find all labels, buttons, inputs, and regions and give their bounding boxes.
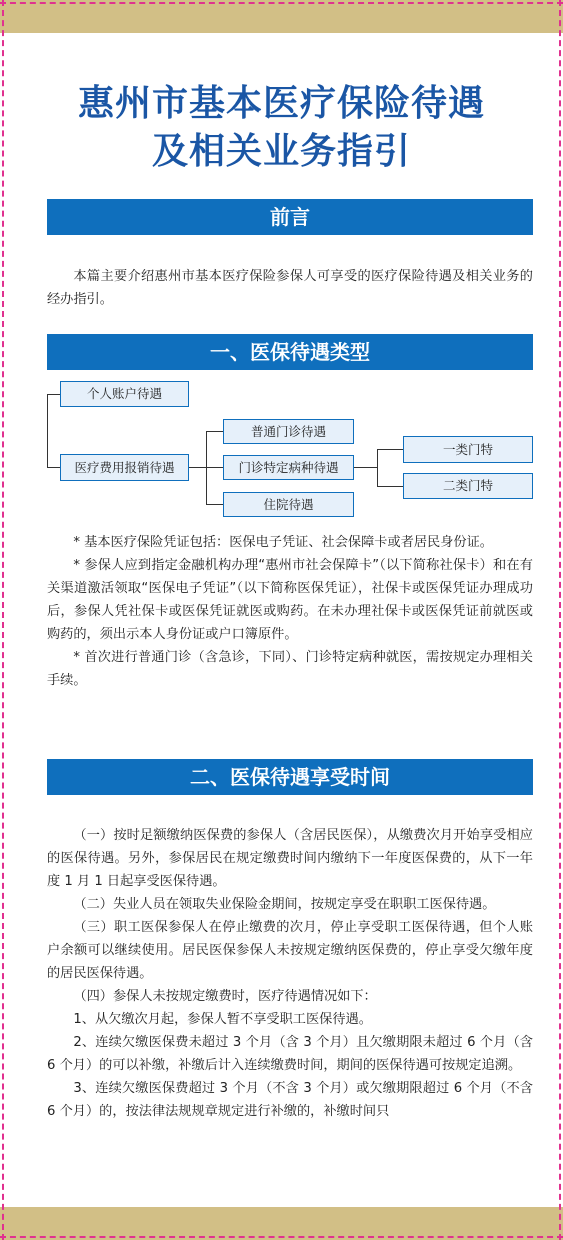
- preface-paragraph: 本篇主要介绍惠州市基本医疗保险参保人可享受的医疗保险待遇及相关业务的经办指引。: [47, 269, 533, 307]
- body-paragraph: （二）失业人员在领取失业保险金期间，按规定享受在职职工医保待遇。: [73, 897, 496, 912]
- note-item: * 参保人应到指定金融机构办理“惠州市社会保障卡”（以下简称社保卡）和在有关渠道激活领取“医保电子凭证”（以下简称医保凭证），社保卡或医保凭证办理成功后，参保人凭社保卡或医保凭证就医或购药。在未办理社保卡或医保凭证前就医或购药的，须出示本人身份证或户口簿原件。: [47, 558, 533, 642]
- bottom-dashed-border: [0, 1236, 563, 1238]
- diagram-box-class2-special: 二类门特: [403, 473, 533, 499]
- diagram-connector: [47, 467, 60, 468]
- diagram-box-personal-account: 个人账户待遇: [60, 381, 189, 407]
- section1-notes: [47, 531, 533, 692]
- diagram-box-inpatient: 住院待遇: [223, 492, 354, 517]
- top-dashed-border: [0, 2, 563, 4]
- diagram-connector: [206, 431, 223, 432]
- body-paragraph: （一）按时足额缴纳医保费的参保人（含居民医保），从缴费次月开始享受相应的医保待遇。另外，参保居民在规定缴费时间内缴纳下一年度医保费的，从下一年度 1 月 1 日起享受医保待遇。: [47, 828, 533, 889]
- diagram-connector: [354, 467, 377, 468]
- section2-heading: 二、医保待遇享受时间: [47, 759, 533, 795]
- body-paragraph: 2、连续欠缴医保费未超过 3 个月（含 3 个月）且欠缴期限未超过 6 个月（含 6 个月）的可以补缴，补缴后计入连续缴费时间，期间的医保待遇可按规定追溯。: [47, 1035, 533, 1073]
- page-title-line1: 惠州市基本医疗保险待遇: [77, 83, 485, 124]
- top-decor-bar: [0, 0, 563, 33]
- page-title-line2: 及相关业务指引: [151, 131, 411, 172]
- section2-body: [47, 824, 533, 1123]
- body-paragraph: （四）参保人未按规定缴费时，医疗待遇情况如下：: [73, 989, 377, 1004]
- diagram-box-medical-reimbursement: 医疗费用报销待遇: [60, 454, 189, 481]
- section1-heading: 一、医保待遇类型: [47, 334, 533, 370]
- note-item: * 基本医疗保险凭证包括：医保电子凭证、社会保障卡或者居民身份证。: [73, 535, 493, 550]
- diagram-connector: [377, 449, 378, 486]
- diagram-box-class1-special: 一类门特: [403, 436, 533, 463]
- diagram-connector: [377, 449, 403, 450]
- diagram-connector: [47, 394, 60, 395]
- diagram-connector: [206, 504, 223, 505]
- body-paragraph: 1、从欠缴次月起，参保人暂不享受职工医保待遇。: [73, 1012, 372, 1027]
- diagram-connector: [206, 467, 223, 468]
- diagram-box-special-outpatient: 门诊特定病种待遇: [223, 455, 354, 480]
- left-dashed-border: [2, 0, 4, 1240]
- note-item: * 首次进行普通门诊（含急诊，下同）、门诊特定病种就医，需按规定办理相关手续。: [47, 650, 533, 688]
- body-paragraph: 3、连续欠缴医保费超过 3 个月（不含 3 个月）或欠缴期限超过 6 个月（不含 6 个月）的，按法律法规规章规定进行补缴的，补缴时间只: [47, 1081, 533, 1119]
- diagram-connector: [47, 394, 48, 467]
- right-dashed-border: [559, 0, 561, 1240]
- diagram-box-general-outpatient: 普通门诊待遇: [223, 419, 354, 444]
- body-paragraph: （三）职工医保参保人在停止缴费的次月，停止享受职工医保待遇，但个人账户余额可以继续使用。居民医保参保人未按规定缴纳医保费的，停止享受欠缴年度的居民医保待遇。: [47, 920, 533, 981]
- preface-text-block: [47, 265, 533, 311]
- diagram-connector: [189, 467, 206, 468]
- diagram-connector: [377, 486, 403, 487]
- preface-heading: 前言: [47, 199, 533, 235]
